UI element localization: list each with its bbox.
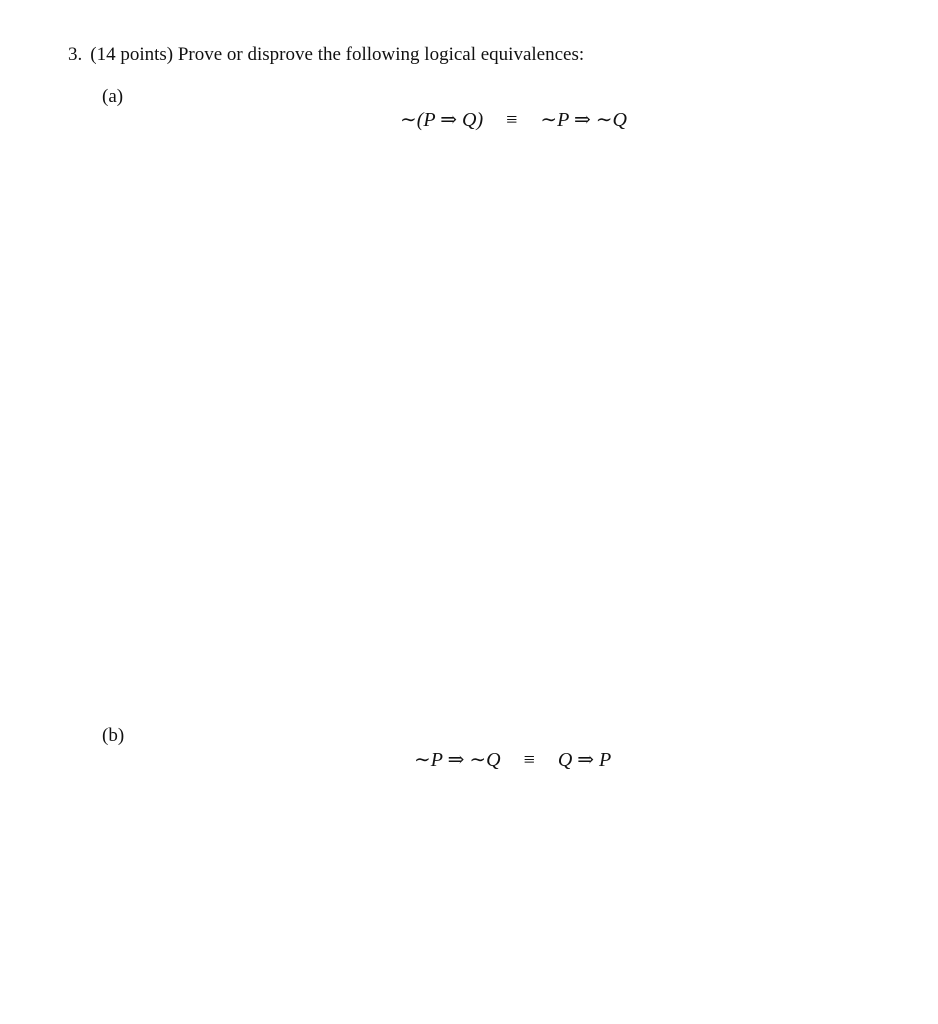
problem-number: 3. [68, 44, 83, 65]
part-b-lhs: ∼P ⇒ ∼Q [414, 749, 501, 771]
problem-heading [68, 44, 584, 66]
part-b-equivalence-symbol: ≡ [523, 749, 535, 771]
part-a-equivalence-symbol: ≡ [506, 109, 518, 131]
part-b-label: (b) [102, 725, 125, 746]
part-a-rhs: ∼P ⇒ ∼Q [540, 109, 627, 131]
part-a-lhs: ∼(P ⇒ Q) [400, 109, 484, 131]
part-b-rhs: Q ⇒ P [557, 749, 612, 771]
part-b-equation [414, 747, 611, 772]
part-a-label: (a) [102, 86, 124, 107]
part-a-equation [400, 107, 627, 132]
problem-text: (14 points) Prove or disprove the following logical equivalences: [90, 44, 585, 65]
